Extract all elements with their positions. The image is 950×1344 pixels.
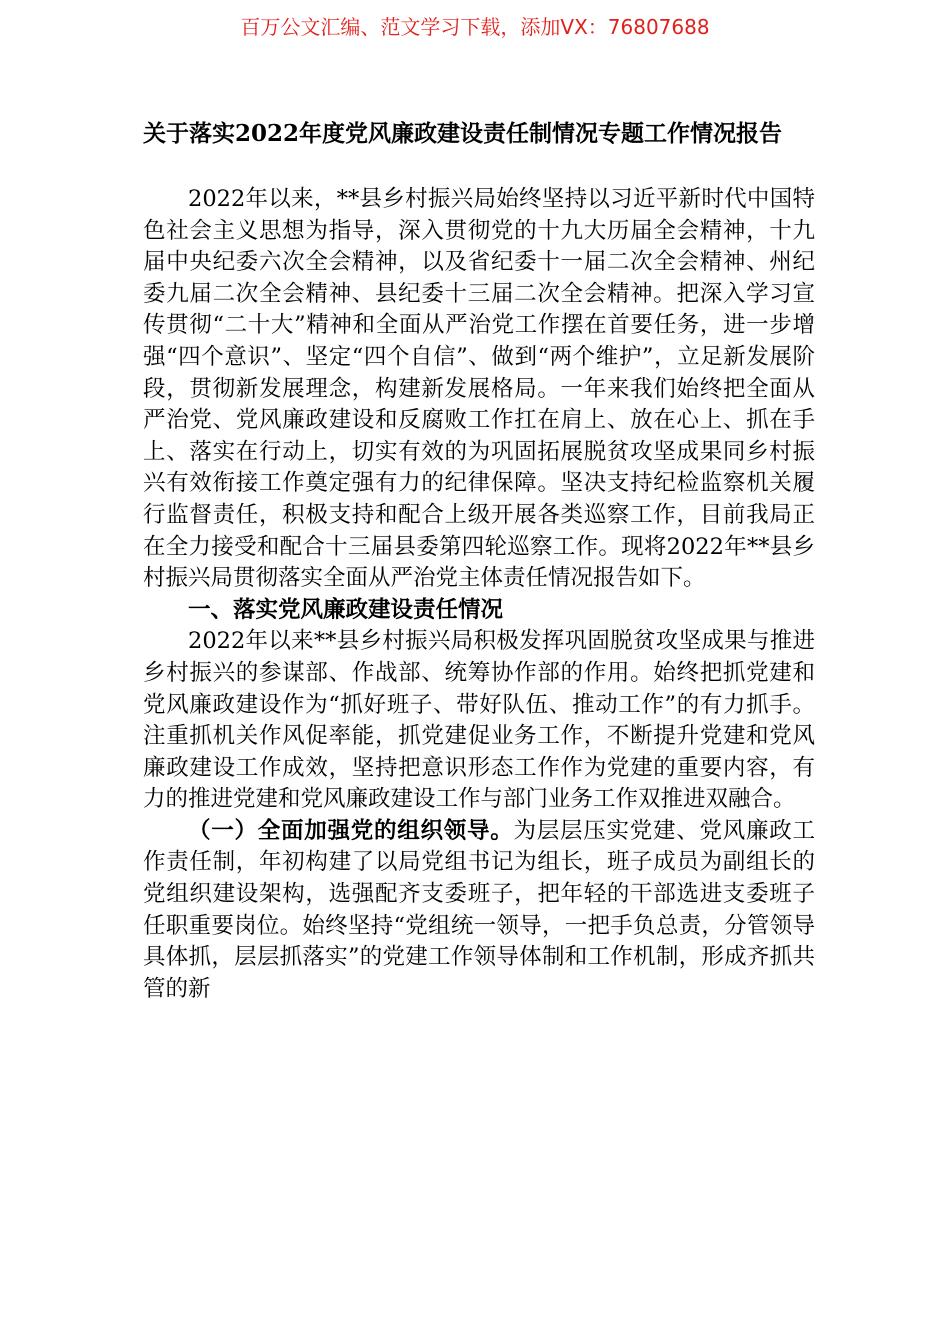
watermark-banner: 百万公文汇编、范文学习下载，添加VX：76807688 bbox=[240, 15, 710, 39]
subsection-lead: （一）全面加强党的组织领导。 bbox=[188, 817, 514, 844]
document-body bbox=[143, 184, 815, 1005]
subsection-paragraph bbox=[143, 816, 815, 1006]
section-paragraph: 2022年以来**县乡村振兴局积极发挥巩固脱贫攻坚成果与推进乡村振兴的参谋部、作战部、统筹协作部的作用。始终把抓党建和党风廉政建设作为“抓好班子、带好队伍、推动工作”的有力抓手。注重抓机关作风促率能，抓党建促业务工作，不断提升党建和党风廉政建设工作成效，坚持把意识形态工作作为党建的重要内容，有力的推进党建和党风廉政建设工作与部门业务工作双推进双融合。 bbox=[143, 628, 815, 813]
intro-paragraph: 2022年以来，**县乡村振兴局始终坚持以习近平新时代中国特色社会主义思想为指导，深入贯彻党的十九大历届全会精神，十九届中央纪委六次全会精神，以及省纪委十一届二次全会精神、州纪委九届二次全会精神、县纪委十三届二次全会精神。把深入学习宣传贯彻“二十大”精神和全面从严治党工作摆在首要任务，进一步增强“四个意识”、坚定“四个自信”、做到“两个维护”，立足新发展阶段，贯彻新发展理念，构建新发展格局。一年来我们始终把全面从严治党、党风廉政建设和反腐败工作扛在肩上、放在心上、抓在手上、落实在行动上，切实有效的为巩固拓展脱贫攻坚成果同乡村振兴有效衔接工作奠定强有力的纪律保障。坚决支持纪检监察机关履行监督责任，积极支持和配合上级开展各类巡察工作，目前我局正在全力接受和配合十三届县委第四轮巡察工作。现将2022年**县乡村振兴局贯彻落实全面从严治党主体责任情况报告如下。 bbox=[143, 186, 815, 592]
document-title: 关于落实2022年度党风廉政建设责任制情况专题工作情况报告 bbox=[143, 120, 783, 147]
section-heading: 一、落实党风廉政建设责任情况 bbox=[188, 596, 504, 623]
subsection-text: 为层层压实党建、党风廉政工作责任制，年初构建了以局党组书记为组长，班子成员为副组长的党组织建设架构，选强配齐支委班子，把年轻的干部选进支委班子任职重要岗位。始终坚持“党组统一领导，一把手负总责，分管领导具体抓，层层抓落实”的党建工作领导体制和工作机制，形成齐抓共管的新 bbox=[143, 817, 815, 1002]
